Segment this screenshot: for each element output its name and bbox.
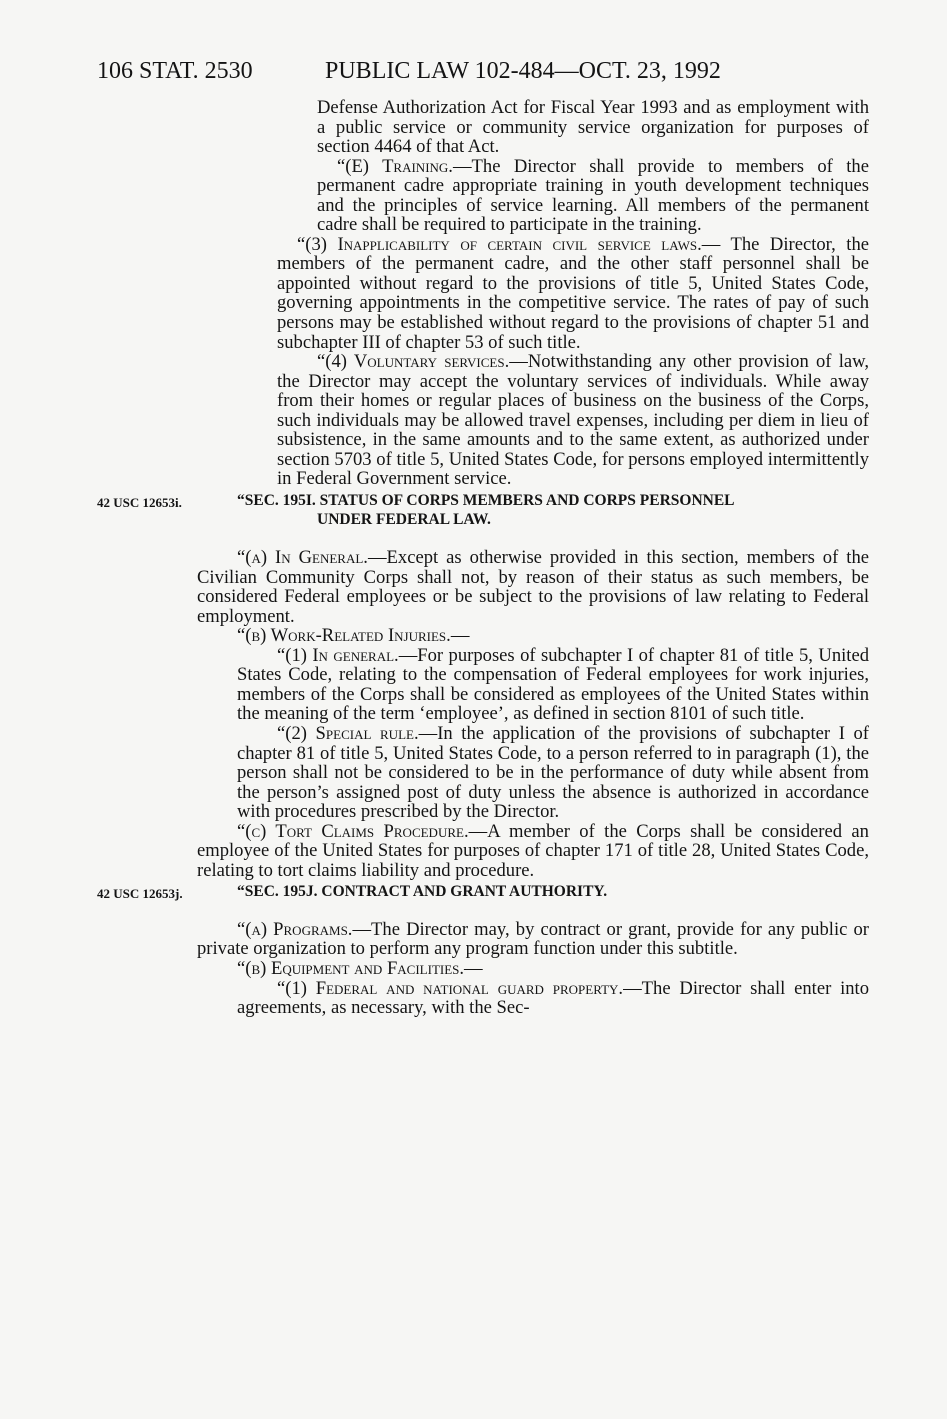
statute-page-number: 106 STAT. 2530 xyxy=(97,58,253,84)
paragraph-training xyxy=(237,157,869,235)
paragraph-federal-property xyxy=(237,979,869,1018)
paragraph-text: Defense Authorization Act for Fiscal Year 1993 and as employment with a public service or community service organization for purposes of section 4464 of that Act. xyxy=(317,97,869,158)
paragraph-text: — The Director, the members of the permanent cadre, and the other staff personnel shall be appointed without regard to the provisions of title 5, United States Code, governing appointments in the competitive service. The rates of pay of such persons may be established without regard to the provisions of chapter 51 and subchapter III of chapter 53 of such title. xyxy=(277,233,869,353)
paragraph-text: —Notwithstanding any other provision of law, the Director may accept the voluntary services of individuals. While away from their homes or regular places of business on the business of the Corps, such individuals may be allowed travel expenses, including per diem in lieu of subsistence, in the same amounts and to the same extent, as authorized under section 5703 of title 5, United States Code, for persons employed intermittently in Federal Government service. xyxy=(277,351,869,490)
paragraph-text: —For purposes of subchapter I of chapter 81 of title 5, United States Code, relating to the compensation of Federal employees for work injuries, members of the Corps shall be considered as employees of the United States within the meaning of the term ‘employee’, as defined in section 8101 of such title. xyxy=(237,644,869,725)
section-heading-195j xyxy=(97,882,869,902)
section-title: “SEC. 195I. STATUS OF CORPS MEMBERS AND CORPS PERSONNEL xyxy=(237,491,735,509)
paragraph-heading: “(4) Voluntary services. xyxy=(317,351,510,373)
paragraph-text: —The Director shall provide to members of the permanent cadre appropriate training in youth development techniques and the principles of service learning. All members of the permanent cadre shall be required to participate in the training. xyxy=(317,155,869,236)
paragraph-heading: “(E) Training. xyxy=(337,155,453,177)
paragraph-heading: “(b) Work-Related Injuries. xyxy=(237,625,451,647)
paragraph-text: —A member of the Corps shall be considered an employee of the United States for purposes of chapter 171 of title 28, United States Code, relating to tort claims liability and procedure. xyxy=(197,820,869,881)
paragraph-special-rule xyxy=(237,724,869,822)
paragraph-in-general xyxy=(197,548,869,626)
paragraph-work-injuries-general xyxy=(237,646,869,724)
paragraph-heading: “(2) Special rule. xyxy=(277,722,419,744)
section-title: “SEC. 195J. CONTRACT AND GRANT AUTHORITY. xyxy=(237,883,608,901)
paragraph-equipment xyxy=(237,959,869,979)
margin-citation: 42 USC 12653j. xyxy=(97,886,183,902)
paragraph-heading: “(c) Tort Claims Procedure. xyxy=(237,820,469,842)
paragraph-heading: “(1) In general. xyxy=(277,644,399,666)
paragraph-voluntary-services xyxy=(237,352,869,489)
page-header xyxy=(97,56,857,86)
paragraph-civil-service xyxy=(237,235,869,352)
paragraph-text: —The Director may, by contract or grant, provide for any public or private organization to perform any program function under this subtitle. xyxy=(197,918,869,960)
paragraph-tort-claims xyxy=(197,822,869,881)
paragraph-heading: “(a) Programs. xyxy=(237,918,353,940)
paragraph-text: —Except as otherwise provided in this section, members of the Civilian Community Corps shall not, by reason of their status as such members, be considered Federal employees or be subject to the provisions of law relating to Federal employment. xyxy=(197,547,869,627)
paragraph-heading: “(1) Federal and national guard property. xyxy=(277,977,624,999)
paragraph-text: — xyxy=(450,625,470,647)
margin-citation: 42 USC 12653i. xyxy=(97,494,182,510)
paragraph-heading: “(a) In General. xyxy=(237,547,368,569)
paragraph-heading: “(3) Inapplicability of certain civil service laws. xyxy=(297,233,702,255)
document-body xyxy=(97,97,870,1019)
paragraph-heading: “(b) Equipment and Facilities. xyxy=(237,957,465,979)
paragraph-text: — xyxy=(464,957,483,979)
public-law-citation: PUBLIC LAW 102-484—OCT. 23, 1992 xyxy=(325,58,721,84)
section-heading-195i xyxy=(97,491,869,530)
paragraph-programs xyxy=(197,920,869,959)
paragraph-continuation xyxy=(317,98,869,157)
paragraph-work-injuries xyxy=(237,626,869,646)
section-title-continued: UNDER FEDERAL LAW. xyxy=(317,511,491,529)
paragraph-text: —The Director shall enter into agreements, as necessary, with the Sec- xyxy=(237,977,870,1019)
paragraph-text: —In the application of the provisions of subchapter I of chapter 81 of title 5, United States Code, to a person referred to in paragraph (1), the person shall not be considered to be in the performance of duty while absent from the person’s assigned post of duty unless the absence is authorized in accordance with procedures prescribed by the Director. xyxy=(237,722,869,823)
